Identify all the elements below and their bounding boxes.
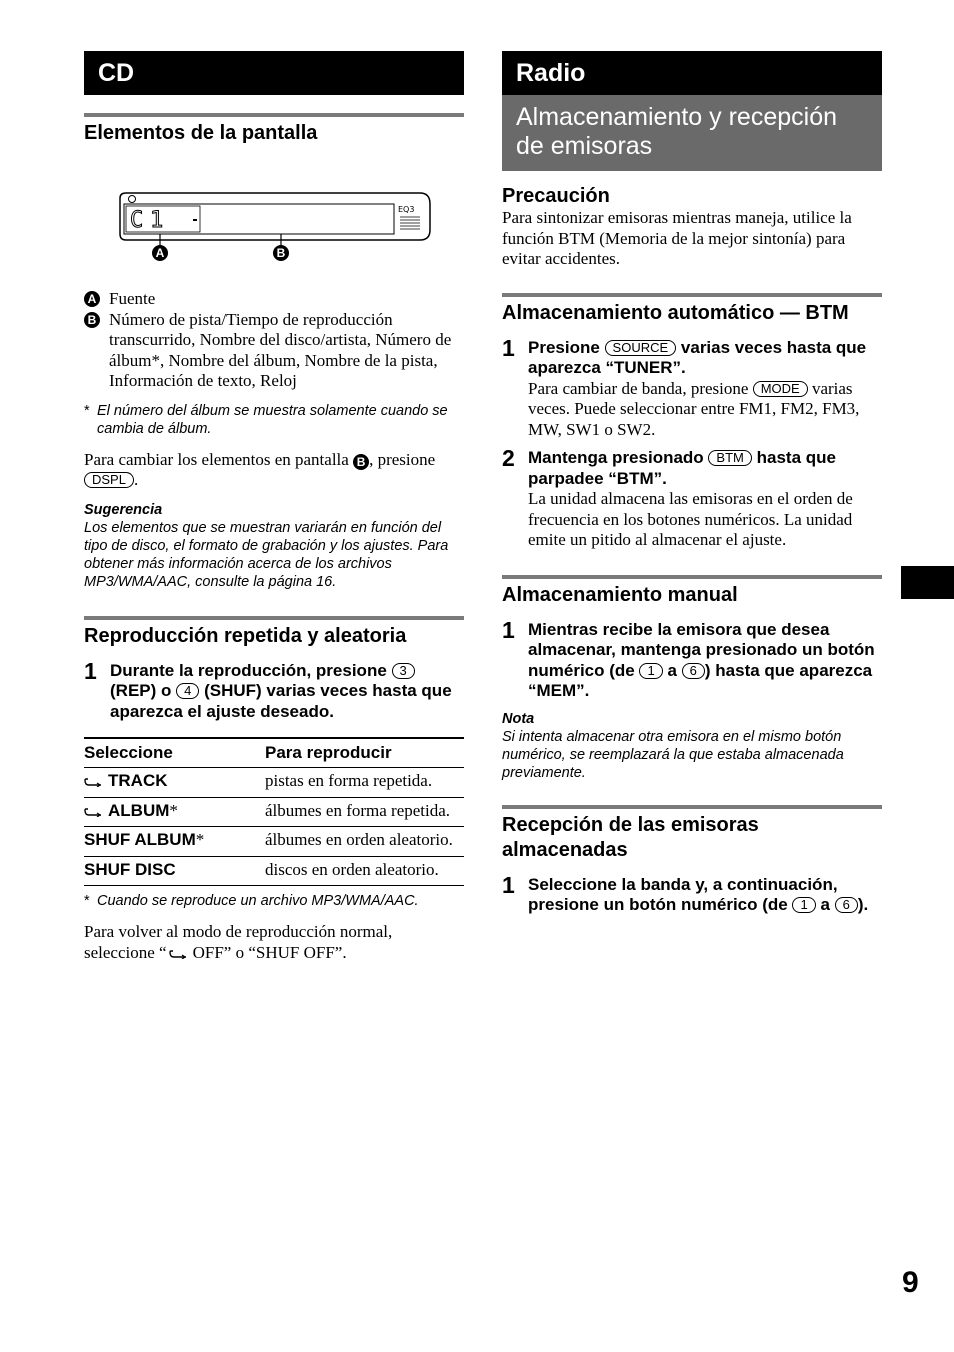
step-text — [528, 620, 882, 702]
select-label: SHUF ALBUM — [84, 830, 196, 849]
step-text-part: (REP) o — [110, 681, 172, 700]
table-header-row — [84, 738, 464, 768]
mode-key: MODE — [753, 381, 808, 397]
heading-auto-store: Almacenamiento automático — BTM — [502, 293, 882, 326]
step-text-part: (SHUF) varias veces hasta que aparezca el ajuste deseado. — [110, 681, 452, 721]
caution-text: Para sintonizar emisoras mientras maneja, utilice la función BTM (Memoria de la mejor sintonía) para evitar accidentes. — [502, 208, 852, 268]
step-text-part: Presione — [528, 337, 600, 357]
key-4: 4 — [176, 683, 199, 699]
step-text — [110, 661, 464, 723]
change-text: Para cambiar los elementos en pantalla — [84, 449, 349, 469]
key-1: 1 — [639, 663, 662, 679]
table-row — [84, 768, 464, 798]
step-text-part: ) hasta que aparezca “MEM”. — [528, 660, 873, 700]
change-comma: , — [369, 449, 374, 469]
asterisk: * — [195, 830, 205, 849]
step-number: 1 — [84, 657, 97, 684]
step-text-part: a — [820, 895, 830, 914]
svg-text:EQ3: EQ3 — [398, 205, 415, 214]
btm-key: BTM — [708, 450, 751, 466]
key-6: 6 — [682, 663, 705, 679]
footnote-mark: * — [84, 893, 90, 909]
manual-step-1 — [502, 616, 882, 702]
left-column — [84, 51, 464, 963]
step-body-part: varias veces. Puede seleccionar entre FM1, FM2, FM3, MW, SW1 o SW2. — [528, 378, 860, 439]
legend-item-b — [84, 310, 464, 392]
legend-b-marker: B — [84, 312, 100, 328]
section-subtitle: Almacenamiento y recepción de emisoras — [502, 95, 882, 171]
step-body: La unidad almacena las emisoras en el orden de frecuencia en los botones numéricos. La unidad emite un pitido al almacenar el ajuste. — [528, 489, 853, 549]
legend-a-text: Fuente — [109, 289, 156, 308]
step-number: 1 — [502, 871, 515, 898]
callout-b: B — [273, 245, 289, 261]
change-display-paragraph — [84, 450, 464, 491]
change-press: presione — [377, 449, 436, 469]
section-title-cd: CD — [84, 51, 464, 95]
heading-repeat-shuffle: Reproducción repetida y aleatoria — [84, 616, 464, 649]
cell-select — [84, 768, 265, 798]
display-diagram — [84, 190, 464, 290]
repeat-icon — [84, 777, 102, 787]
heading-recall: Recepción de las emisoras almacenadas — [502, 805, 882, 863]
legend-a-marker: A — [84, 291, 100, 307]
step-body — [528, 379, 882, 441]
cell-select — [84, 797, 265, 827]
cell-select — [84, 856, 265, 886]
step-number: 2 — [502, 445, 515, 471]
cell-play: pistas en forma repetida. — [265, 768, 464, 798]
step-text — [528, 338, 882, 379]
select-label: TRACK — [108, 771, 168, 790]
step-text — [528, 875, 882, 916]
step-text-part: a — [667, 660, 677, 680]
select-label: ALBUM — [108, 800, 170, 820]
play-mode-table — [84, 737, 464, 886]
step-text-part: varias veces hasta que aparezca “TUNER”. — [528, 337, 867, 377]
callout-a: A — [152, 245, 168, 261]
step-text-part: Mantenga presionado — [528, 448, 704, 467]
asterisk: * — [169, 800, 178, 820]
legend-list — [84, 289, 464, 392]
auto-step-2 — [502, 445, 882, 551]
svg-text:1: 1 — [150, 208, 164, 233]
note-text: Si intenta almacenar otra emisora en el mismo botón numérico, se reemplazará la que estaba almacenada previamente. — [502, 728, 844, 781]
repeat-icon — [169, 949, 187, 959]
caution-heading: Precaución — [502, 185, 610, 207]
auto-step-1 — [502, 334, 882, 441]
step-text-part: ). — [857, 895, 869, 914]
change-period: . — [133, 470, 139, 489]
page-number: 9 — [902, 1266, 919, 1299]
tip-text: Los elementos que se muestran variarán en función del tipo de disco, el formato de grabación y los ajustes. Para obtener más información acerca de los archivos MP3/WMA/AAC, consulte la página 16. — [84, 519, 449, 590]
footnote-text: Cuando se reproduce un archivo MP3/WMA/AAC. — [97, 893, 419, 909]
key-6: 6 — [835, 897, 858, 913]
key-1: 1 — [792, 897, 815, 913]
source-key: SOURCE — [605, 340, 677, 356]
return-text: Para volver al modo de reproducción normal, seleccione “ — [84, 922, 393, 962]
heading-manual-store: Almacenamiento manual — [502, 575, 882, 608]
right-column — [502, 51, 882, 916]
return-normal-paragraph — [84, 922, 464, 963]
table-row — [84, 797, 464, 827]
tip-title: Sugerencia — [84, 501, 163, 518]
step-text-part: Mientras recibe la emisora que desea almacenar, mantenga presionado un botón numérico (de — [528, 619, 875, 680]
section-title-radio: Radio — [502, 51, 882, 95]
footnote-mark: * — [84, 402, 90, 419]
return-text: OFF” o “SHUF OFF”. — [192, 942, 347, 962]
note-title: Nota — [502, 710, 535, 727]
dspl-key: DSPL — [84, 472, 134, 488]
svg-text:C: C — [130, 208, 144, 233]
cell-play: álbumes en orden aleatorio. — [265, 827, 464, 857]
step-number: 1 — [502, 616, 515, 643]
step-text — [528, 448, 882, 489]
step-body-part: Para cambiar de banda, presione — [528, 378, 749, 398]
recall-step-1 — [502, 871, 882, 916]
step-text-part: Seleccione la banda y, a continuación, presione un botón numérico (de — [528, 874, 838, 914]
cell-play: álbumes en forma repetida. — [265, 797, 464, 827]
step-text-part: Durante la reproducción, presione — [110, 660, 387, 680]
step-text-part: hasta que parpadee “BTM”. — [528, 448, 836, 488]
key-3: 3 — [392, 663, 415, 679]
cell-play: discos en orden aleatorio. — [265, 856, 464, 886]
header-select: Seleccione — [84, 738, 265, 768]
legend-b-text: Número de pista/Tiempo de reproducción transcurrido, Nombre del disco/artista, Número de álbum*, Nombre del álbum, Nombre de la pista, Información de texto, Reloj — [109, 309, 452, 390]
repeat-step-1 — [84, 657, 464, 723]
table-row — [84, 856, 464, 886]
table-row — [84, 827, 464, 857]
cell-select — [84, 827, 265, 857]
footnote-album — [84, 402, 464, 438]
header-play: Para reproducir — [265, 738, 464, 768]
repeat-icon — [84, 807, 102, 817]
heading-display-elements: Elementos de la pantalla — [84, 113, 464, 146]
inline-callout-b: B — [353, 454, 369, 470]
step-number: 1 — [502, 334, 515, 361]
legend-item-a — [84, 289, 464, 310]
side-index-tab — [901, 566, 954, 599]
select-label: SHUF DISC — [84, 859, 176, 879]
footnote-text: El número del álbum se muestra solamente cuando se cambia de álbum. — [97, 402, 448, 437]
footnote-mp3 — [84, 892, 464, 910]
